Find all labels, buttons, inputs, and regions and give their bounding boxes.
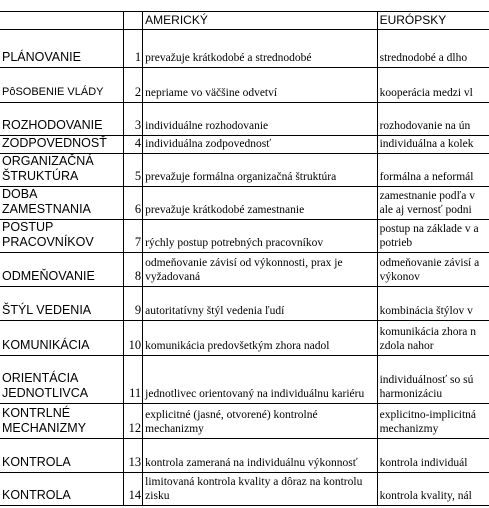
row-number: 1 xyxy=(124,30,143,68)
table-row xyxy=(0,356,489,404)
row-european: postup na základe v a potrieb xyxy=(377,220,489,253)
table-row xyxy=(0,473,489,506)
row-category: KOMUNIKÁCIA xyxy=(0,321,124,356)
row-category: ŠTÝL VEDENIA xyxy=(0,287,124,321)
header-american: AMERICKÝ xyxy=(143,12,377,30)
table-row xyxy=(0,136,489,154)
row-american: limitovaná kontrola kvality a dôraz na kontrolu zisku xyxy=(143,473,377,506)
table-row xyxy=(0,253,489,287)
comparison-table xyxy=(0,11,489,506)
row-category: ORIENTÁCIA JEDNOTLIVCA xyxy=(0,356,124,404)
header-category-cell xyxy=(0,12,124,30)
row-category: POSTUP PRACOVNÍKOV xyxy=(0,220,124,253)
row-european: rozhodovanie na ún xyxy=(377,103,489,136)
row-european: odmeňovanie závisí a výkonov xyxy=(377,253,489,287)
row-number: 12 xyxy=(124,404,143,439)
row-category: ZODPOVEDNOSŤ xyxy=(0,136,124,154)
row-number: 14 xyxy=(124,473,143,506)
row-category: ROZHODOVANIE xyxy=(0,103,124,136)
header-european: EURÓPSKY xyxy=(377,12,489,30)
header-number-cell xyxy=(124,12,143,30)
table-row xyxy=(0,154,489,187)
row-number: 11 xyxy=(124,356,143,404)
row-american: nepriame vo väčšine odvetví xyxy=(143,68,377,103)
row-category: PôSOBENIE VLÁDY xyxy=(0,68,124,103)
row-category: PLÁNOVANIE xyxy=(0,30,124,68)
row-american: prevažuje krátkodobé a strednodobé xyxy=(143,30,377,68)
row-european: strednodobé a dlho xyxy=(377,30,489,68)
row-european: explicitno-implicitná mechanizmy xyxy=(377,404,489,439)
table-row xyxy=(0,321,489,356)
row-american: jednotlivec orientovaný na individuálnu kariéru xyxy=(143,356,377,404)
row-american: komunikácia predovšetkým zhora nadol xyxy=(143,321,377,356)
table-row xyxy=(0,187,489,220)
row-american: individuálna zodpovednosť xyxy=(143,136,377,154)
row-european: kooperácia medzi vl xyxy=(377,68,489,103)
row-american: autoritatívny štýl vedenia ľudí xyxy=(143,287,377,321)
table-row xyxy=(0,68,489,103)
row-number: 2 xyxy=(124,68,143,103)
row-american: rýchly postup potrebných pracovníkov xyxy=(143,220,377,253)
row-category: ORGANIZAČNÁ ŠTRUKTÚRA xyxy=(0,154,124,187)
row-number: 5 xyxy=(124,154,143,187)
table-row xyxy=(0,103,489,136)
row-european: komunikácia zhora n zdola nahor xyxy=(377,321,489,356)
row-american: individuálne rozhodovanie xyxy=(143,103,377,136)
table-row xyxy=(0,404,489,439)
row-american: kontrola zameraná na individuálnu výkonnosť xyxy=(143,439,377,473)
row-category: KONTROLA xyxy=(0,473,124,506)
row-number: 13 xyxy=(124,439,143,473)
row-number: 9 xyxy=(124,287,143,321)
row-category: DOBA ZAMESTNANIA xyxy=(0,187,124,220)
table-row xyxy=(0,287,489,321)
table-row xyxy=(0,439,489,473)
row-european: zamestnanie podľa v ale aj vernosť podni xyxy=(377,187,489,220)
row-european: individuálna a kolek xyxy=(377,136,489,154)
row-category: KONTRLNÉ MECHANIZMY xyxy=(0,404,124,439)
row-american: odmeňovanie závisí od výkonnosti, prax je vyžadovaná xyxy=(143,253,377,287)
row-number: 6 xyxy=(124,187,143,220)
row-american: explicitné (jasné, otvorené) kontrolné mechanizmy xyxy=(143,404,377,439)
row-european: formálna a neformál xyxy=(377,154,489,187)
row-number: 8 xyxy=(124,253,143,287)
row-european: kontrola individuál xyxy=(377,439,489,473)
header-row xyxy=(0,12,489,30)
row-number: 10 xyxy=(124,321,143,356)
table-row xyxy=(0,220,489,253)
row-number: 7 xyxy=(124,220,143,253)
row-number: 4 xyxy=(124,136,143,154)
row-american: prevažuje formálna organizačná štruktúra xyxy=(143,154,377,187)
row-european: kombinácia štýlov v xyxy=(377,287,489,321)
row-number: 3 xyxy=(124,103,143,136)
row-category: KONTROLA xyxy=(0,439,124,473)
row-american: prevažuje krátkodobé zamestnanie xyxy=(143,187,377,220)
table-row xyxy=(0,30,489,68)
row-european: individuálnosť so sú harmonizáciu xyxy=(377,356,489,404)
row-european: kontrola kvality, nál xyxy=(377,473,489,506)
row-category: ODMEŇOVANIE xyxy=(0,253,124,287)
